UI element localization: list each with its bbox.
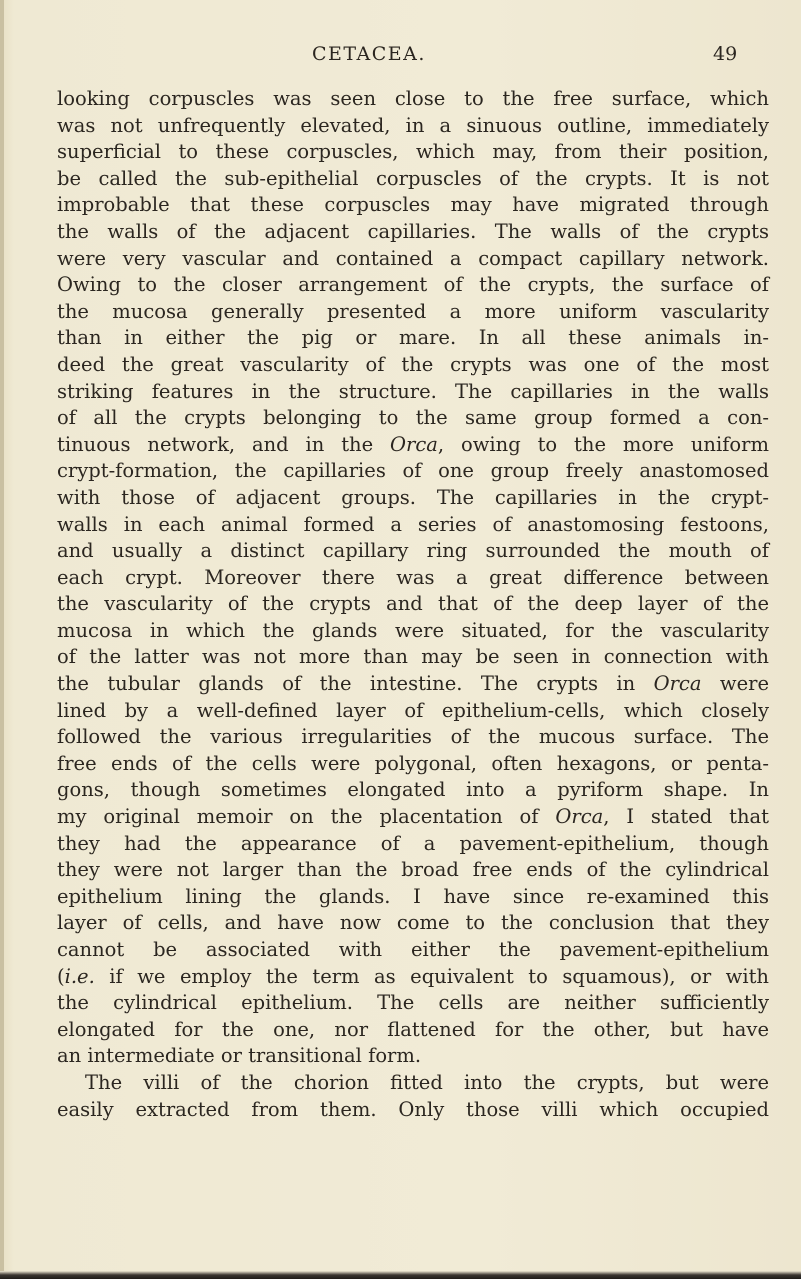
text-line: elongated for the one, nor flattened for the other, but have (57, 1017, 769, 1041)
text-line: gons, though sometimes elongated into a pyriform shape. In (57, 778, 769, 802)
page-number: 49 (713, 43, 738, 65)
text-line: layer of cells, and have now come to the conclusion that they (57, 911, 769, 935)
text-line: cannot be associated with either the pavement-epithelium (57, 938, 769, 961)
text-line: looking corpuscles was seen close to the free surface, which (57, 87, 769, 110)
text-line: free ends of the cells were polygonal, often hexagons, or penta- (57, 751, 769, 775)
text-line: lined by a well-defined layer of epithelium-cells, which closely (57, 698, 769, 722)
text-line: be called the sub-epithelial corpuscles of the crypts. It is not (57, 166, 769, 190)
text-line: deed the great vascularity of the crypts was one of the most (57, 352, 769, 376)
text-line: improbable that these corpuscles may have migrated through (57, 193, 769, 217)
text-line: superficial to these corpuscles, which may, from their position, (57, 140, 769, 164)
text-line: the tubular glands of the intestine. The crypts in Orca were (57, 672, 769, 696)
text-line: each crypt. Moreover there was a great difference between (57, 565, 769, 589)
text-line: they were not larger than the broad free ends of the cylindrical (57, 858, 769, 882)
text-line: (i.e. if we employ the term as equivalent to squamous), or with (57, 964, 769, 988)
running-title: CETACEA. (312, 43, 426, 65)
text-line: the vascularity of the crypts and that of the deep layer of the (57, 592, 769, 616)
text-line: The villi of the chorion fitted into the crypts, but were (85, 1070, 769, 1094)
page-left-edge (0, 0, 4, 1279)
text-line: epithelium lining the glands. I have since re-examined this (57, 884, 769, 908)
text-line: tinuous network, and in the Orca, owing to the more uniform (57, 432, 769, 456)
text-line: easily extracted from them. Only those villi which occupied (57, 1097, 769, 1121)
text-line: were very vascular and contained a compact capillary network. (57, 246, 769, 270)
text-line: the mucosa generally presented a more uniform vascularity (57, 299, 769, 323)
text-line: an intermediate or transitional form. (57, 1044, 422, 1068)
text-line: of all the crypts belonging to the same group formed a con- (57, 406, 769, 430)
text-line: my original memoir on the placentation of Orca, I stated that (57, 805, 770, 829)
text-line: and usually a distinct capillary ring surrounded the mouth of (57, 539, 769, 563)
page-bottom-edge (0, 1271, 801, 1279)
text-line: the cylindrical epithelium. The cells are neither sufficiently (57, 991, 769, 1015)
text-line: mucosa in which the glands were situated, for the vascularity (57, 618, 769, 642)
body-text (57, 86, 769, 1123)
text-line: they had the appearance of a pavement-epithelium, though (57, 831, 769, 855)
text-line: followed the various irregularities of the mucous surface. The (57, 725, 769, 749)
page-header (0, 42, 801, 66)
text-line: than in either the pig or mare. In all these animals in- (57, 326, 769, 350)
text-line: of the latter was not more than may be seen in connection with (57, 645, 769, 669)
text-line: with those of adjacent groups. The capillaries in the crypt- (57, 485, 769, 509)
text-line: the walls of the adjacent capillaries. The walls of the crypts (57, 219, 769, 243)
text-line: was not unfrequently elevated, in a sinuous outline, immediately (57, 113, 769, 137)
text-line: crypt-formation, the capillaries of one group freely anastomosed (57, 459, 769, 483)
text-line: striking features in the structure. The capillaries in the walls (57, 379, 769, 403)
text-line: Owing to the closer arrangement of the crypts, the surface of (57, 273, 769, 297)
text-line: walls in each animal formed a series of anastomosing festoons, (57, 512, 769, 536)
